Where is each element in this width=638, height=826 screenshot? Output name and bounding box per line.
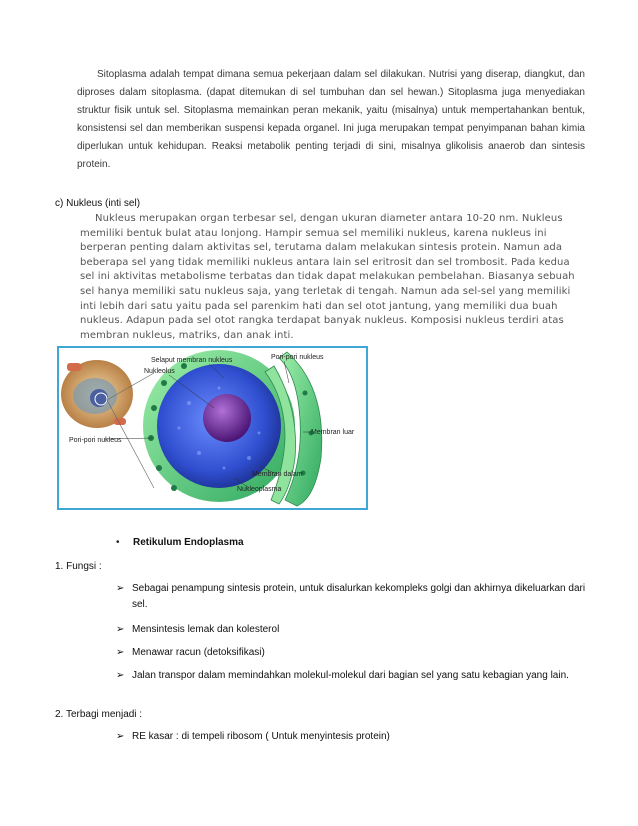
nucleolus-shape [203,394,251,442]
bullet-dot: • [116,537,120,548]
list-item: ➢ Jalan transpor dalam memindahkan molekul-molekul dari bagian sel yang satu kebagian yang lain. [116,668,586,684]
list-item: ➢ Mensintesis lemak dan kolesterol [116,622,586,638]
arrow-bullet-icon: ➢ [116,670,125,681]
list-item: ➢ Menawar racun (detoksifikasi) [116,645,586,661]
list-item: ➢ Sebagai penampung sintesis protein, untuk disalurkan kekompleks golgi dan akhirnya dikeluarkan dari sel. [116,583,586,610]
paragraph-nukleus: Nukleus merupakan organ terbesar sel, dengan ukuran diameter antara 10-20 nm. Nukleus memiliki bentuk bulat atau lonjong. Hampir semua sel memiliki nukleus, karena nukleus ini berperan penting dalam aktivitas sel, terutama dalam melakukan sintesis protein. Namun ada beberapa sel yang tidak memiliki nukleus antara lain sel eritrosit dan sel trombosit. Pada kedua sel ini aktivitas metabolisme terbatas dan tidak dapat melakukan pembelahan. Biasanya sebuah sel hanya memiliki satu nukleus saja, yang terletak di tengah. Namun ada sel-sel yang memiliki inti lebih dari satu yaitu pada sel parenkim hati dan sel otot jantung, yang memiliki dua buah nukleus. Adapun pada sel otot rangka terdapat banyak nukleus. Komposisi nukleus terdiri atas membran nukleus, matriks, dan anak inti. [80,213,575,341]
cell-inset-image [61,360,133,428]
label-fungsi: 1. Fungsi : [55,561,102,572]
label-nukleoplasma: Nukleoplasma [237,486,282,493]
arrow-bullet-icon: ➢ [116,583,125,594]
arrow-bullet-icon: ➢ [116,647,125,658]
nucleus-diagram [57,346,368,510]
heading-retikulum: Retikulum Endoplasma [133,537,244,548]
label-selaput: Selaput membran nukleus [151,357,233,364]
label-terbagi: 2. Terbagi menjadi : [55,709,143,720]
label-nukleolus: Nukleolus [144,368,175,375]
arrow-bullet-icon: ➢ [116,624,125,635]
list-item: ➢ RE kasar : di tempeli ribosom ( Untuk menyintesis protein) [116,729,586,745]
arrow-bullet-icon: ➢ [116,731,125,742]
heading-nukleus: c) Nukleus (inti sel) [55,198,141,209]
paragraph-sitoplasma: Sitoplasma adalah tempat dimana semua pekerjaan dalam sel dilakukan. Nutrisi yang diserap, diangkut, dan diproses dalam sitoplasma. (dapat ditemukan di sel tumbuhan dan sel hewan.) Sitoplasma juga menyediakan struktur fisik untuk sel. Sitoplasma memainkan peran mekanik, yaitu (misalnya) untuk mempertahankan bentuk, konsistensi sel dan memberikan suspensi kepada organel. Ini juga merupakan tempat penyimpanan bahan kimia diperlukan untuk kehidupan. Reaksi metabolik penting terjadi di sini, misalnya glikolisis anaerob dan sintesis protein. [77,69,585,170]
label-pori-top: Pori-pori nukleus [271,354,324,361]
label-membran-dalam: Membran dalam [252,471,303,478]
label-membran-luar: Membran luar [311,429,355,436]
label-pori-left: Pori-pori nukleus [69,437,122,444]
